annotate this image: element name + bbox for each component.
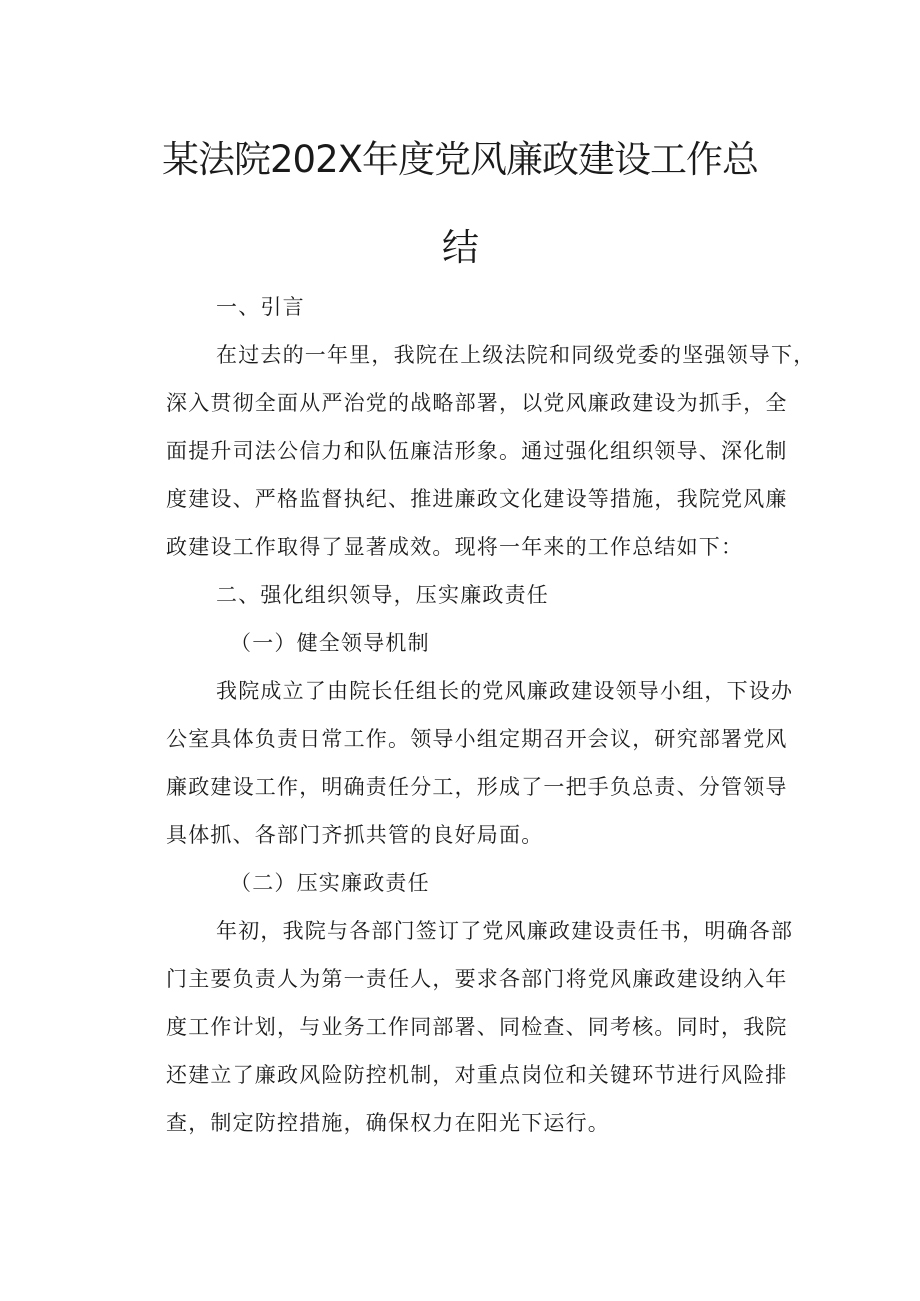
- paragraph-line: 门主要负责人为第一责任人，要求各部门将党风廉政建设纳入年: [166, 967, 788, 991]
- paragraph-line: 公室具体负责日常工作。领导小组定期召开会议，研究部署党风: [166, 727, 788, 751]
- paragraph-line: 政建设工作取得了显著成效。现将一年来的工作总结如下：: [166, 535, 744, 559]
- paragraph-line: 度工作计划，与业务工作同部署、同检查、同考核。同时，我院: [166, 1015, 788, 1039]
- document-title-line-2: 结: [442, 226, 478, 269]
- paragraph-line: 具体抓、各部门齐抓共管的良好局面。: [166, 823, 544, 847]
- paragraph-line: 面提升司法公信力和队伍廉洁形象。通过强化组织领导、深化制: [166, 439, 788, 463]
- paragraph-line: 查，制定防控措施，确保权力在阳光下运行。: [166, 1111, 610, 1135]
- document-title-line-1: 某法院202X年度党风廉政建设工作总: [162, 138, 758, 181]
- paragraph-line: 我院成立了由院长任组长的党风廉政建设领导小组，下设办: [216, 679, 794, 703]
- section-heading-introduction: 一、引言: [216, 295, 305, 319]
- paragraph-line: 年初，我院与各部门签订了党风廉政建设责任书，明确各部: [216, 919, 794, 943]
- paragraph-line: 在过去的一年里，我院在上级法院和同级党委的坚强领导下，: [216, 343, 816, 367]
- section-heading-leadership: 二、强化组织领导，压实廉政责任: [216, 583, 549, 607]
- paragraph-line: 还建立了廉政风险防控机制，对重点岗位和关键环节进行风险排: [166, 1063, 788, 1087]
- paragraph-line: 深入贯彻全面从严治党的战略部署，以党风廉政建设为抓手，全: [166, 391, 788, 415]
- subsection-heading-responsibility: （二）压实廉政责任: [230, 871, 430, 895]
- paragraph-line: 廉政建设工作，明确责任分工，形成了一把手负总责、分管领导: [166, 775, 788, 799]
- subsection-heading-leadership-mechanism: （一）健全领导机制: [230, 631, 430, 655]
- paragraph-line: 度建设、严格监督执纪、推进廉政文化建设等措施，我院党风廉: [166, 487, 788, 511]
